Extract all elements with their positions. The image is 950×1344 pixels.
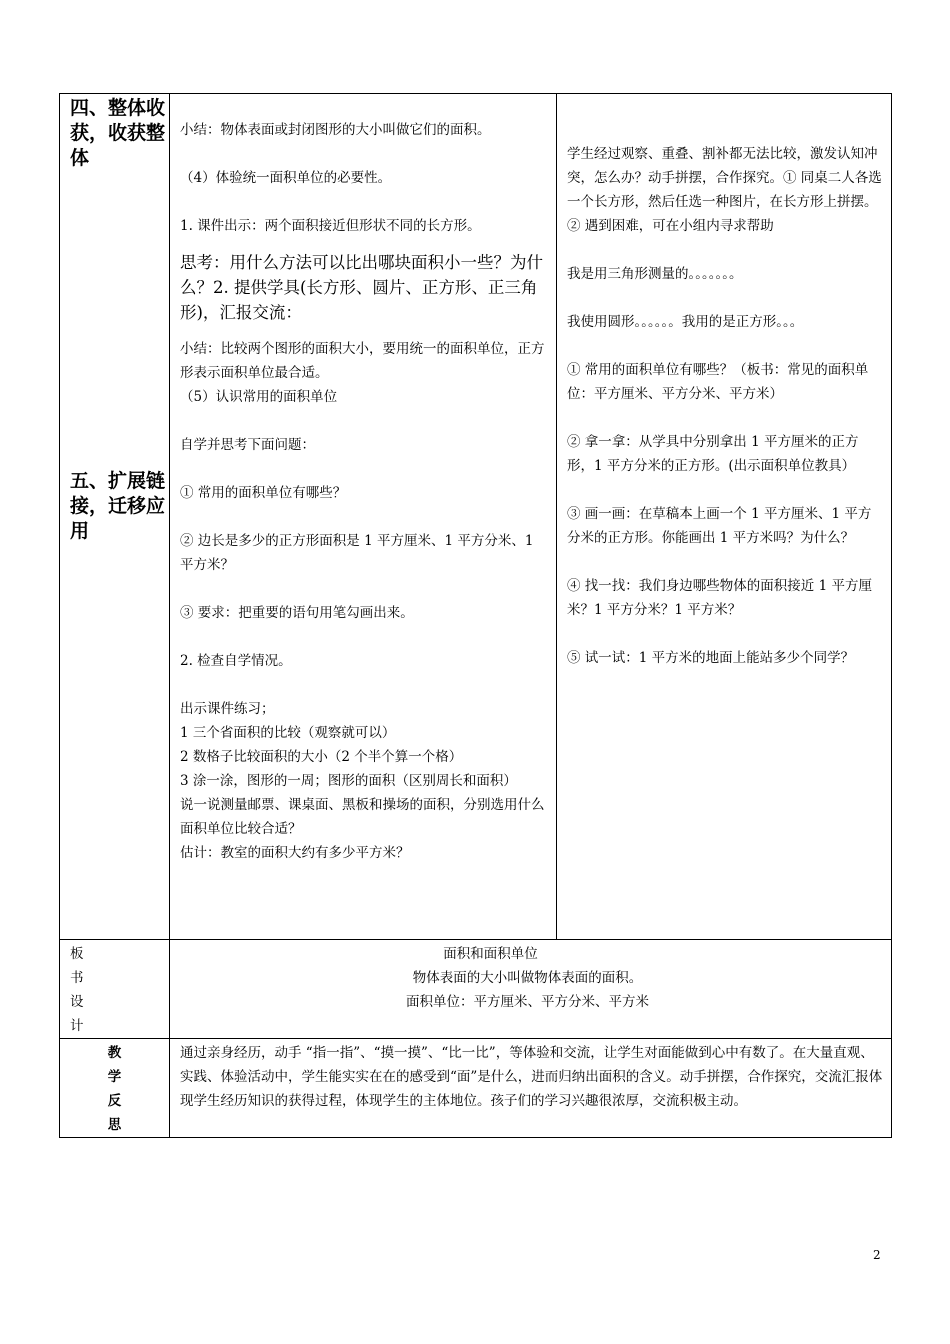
- board-design-label: 板 书 设 计: [60, 940, 170, 1039]
- step-4-1: 1. 课件出示：两个面积接近但形状不同的长方形。: [180, 218, 481, 234]
- exercise-title: 出示课件练习；: [180, 701, 275, 717]
- exercise-1: 1 三个省面积的比较（观察就可以）: [180, 725, 396, 741]
- question-2: ② 边长是多少的正方形面积是 1 平方厘米、1 平方分米、1 平方米？: [180, 533, 534, 573]
- student-response-6: ③ 画一画：在草稿本上画一个 1 平方厘米、1 平方分米的正方形。你能画出 1 平方米吗？为什么？: [567, 506, 872, 546]
- board-title: 面积和面积单位: [443, 946, 538, 962]
- student-response-1: 学生经过观察、重叠、割补都无法比较，激发认知冲突，怎么办？动手拼摆，合作探究。① 同桌二人各选一个长方形，然后任选一种图片，在长方形上拼摆。② 遇到困难，可在小组内寻求帮助: [567, 146, 882, 234]
- self-study-prompt: 自学并思考下面问题：: [180, 437, 315, 453]
- stage-cell: [60, 94, 170, 940]
- exercise-2: 2 数格子比较面积的大小（2 个半个算一个格）: [180, 749, 463, 765]
- board-units: 面积单位：平方厘米、平方分米、平方米: [406, 994, 649, 1010]
- stage4-title: 四、整体收获，收获整体: [70, 97, 166, 169]
- check-step: 2. 检查自学情况。: [180, 653, 292, 669]
- student-response-8: ⑤ 试一试：1 平方米的地面上能站多少个同学？: [567, 650, 855, 666]
- student-response-7: ④ 找一找：我们身边哪些物体的面积接近 1 平方厘米？1 平方分米？1 平方米？: [567, 578, 872, 618]
- step-4: （4）体验统一面积单位的必要性。: [180, 170, 392, 186]
- reflection-row: [60, 1039, 892, 1138]
- activity-row: [60, 94, 892, 940]
- exercise-4: 说一说测量邮票、课桌面、黑板和操场的面积，分别选用什么面积单位比较合适？: [180, 797, 545, 837]
- student-response-4: ① 常用的面积单位有哪些？（板书：常见的面积单位：平方厘米、平方分米、平方米）: [567, 362, 869, 402]
- board-design-content: [170, 940, 892, 1039]
- page-number: 2: [873, 1248, 881, 1262]
- teacher-activity-cell: [170, 94, 557, 940]
- reflection-text: 通过亲身经历，动手 “指一指”、“摸一摸”、“比一比”，等体验和交流，让学生对面能做到心中有数了。在大量直观、实践、体验活动中，学生能实实在在的感受到“面”是什么，进而归纳出面积的含义。动手拼摆，合作探究，交流汇报体现学生经历知识的获得过程，体现学生的主体地位。孩子们的学习兴趣很浓厚，交流积极主动。: [170, 1039, 892, 1138]
- student-response-5: ② 拿一拿：从学具中分别拿出 1 平方厘米的正方形，1 平方分米的正方形。(出示面积单位教具）: [567, 434, 859, 474]
- student-response-3: 我使用圆形。。。。。。我用的是正方形。。。: [567, 314, 804, 330]
- question-1: ① 常用的面积单位有哪些？: [180, 485, 347, 501]
- step-5: （5）认识常用的面积单位: [180, 389, 338, 405]
- board-definition: 物体表面的大小叫做物体表面的面积。: [412, 970, 643, 986]
- exercise-3: 3 涂一涂，图形的一周；图形的面积（区别周长和面积）: [180, 773, 517, 789]
- reflection-label: 教 学 反 思: [60, 1039, 170, 1138]
- summary-1: 小结：物体表面或封闭图形的大小叫做它们的面积。: [180, 122, 491, 138]
- student-activity-cell: [557, 94, 892, 940]
- summary-2: 小结：比较两个图形的面积大小，要用统一的面积单位，正方形表示面积单位最合适。: [180, 341, 545, 381]
- exercise-5: 估计：教室的面积大约有多少平方米？: [180, 845, 410, 861]
- student-response-2: 我是用三角形测量的。。。。。。。: [567, 266, 743, 282]
- board-design-row: [60, 940, 892, 1039]
- stage5-title: 五、扩展链接，迁移应用: [70, 470, 166, 542]
- lesson-plan-table: [59, 93, 892, 1138]
- think-question: 思考：用什么方法可以比出哪块面积小一些？为什么？2. 提供学具(长方形、圆片、正方形、正三角形)，汇报交流：: [180, 253, 543, 322]
- question-3: ③ 要求：把重要的语句用笔勾画出来。: [180, 605, 414, 621]
